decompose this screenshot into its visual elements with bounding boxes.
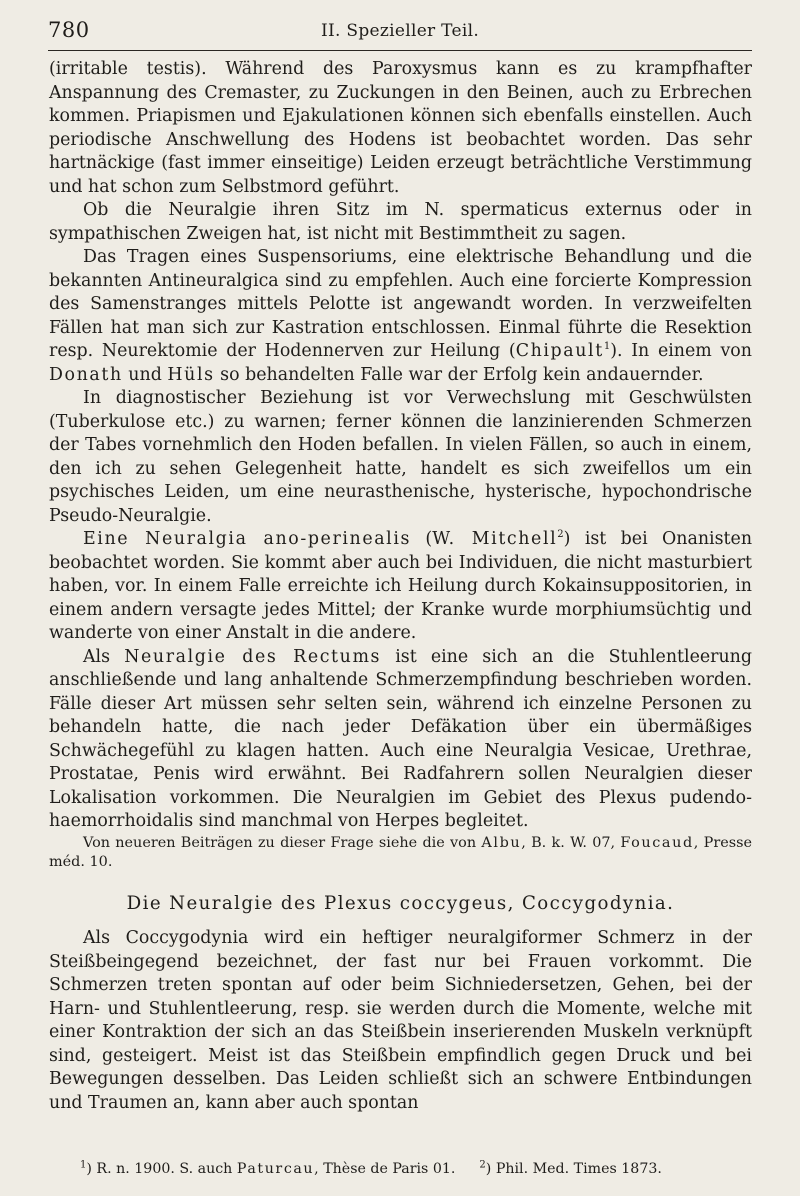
section-heading: Die Neuralgie des Plexus coccygeus, Coccygodynia. <box>126 892 675 914</box>
text-run: so behandelten Falle war der Erfolg kein andauernder. <box>214 364 704 385</box>
footnote-mark: 1 <box>80 1159 87 1171</box>
paragraph-coccygodynia: Als Coccygodynia wird ein heftiger neuralgiformer Schmerz in der Steißbeingegend bezeichnet, der fast nur bei Frauen vorkommt. Die Schmerzen treten spontan auf oder beim Sichniedersetzen, Gehen, bei der Harn- und Stuhlentleerung, resp. sie werden durch die Momente, welche mit einer Kontraktion der sich an das Steißbein inserierenden Muskeln verknüpft sind, gesteigert. Meist ist das Steißbein empfindlich gegen Druck und bei Bewegungen desselben. Das Leiden schließt sich an schwere Entbindungen und Traumen an, kann aber auch spontan <box>49 928 752 1113</box>
author-name: Donath <box>49 364 123 385</box>
text-run: , B. k. W. 07, <box>521 834 621 851</box>
term-emphasis: Neuralgie des Rectums <box>124 646 382 667</box>
footnote-2 <box>479 1160 661 1179</box>
running-head: II. Spezieller Teil. <box>320 21 480 41</box>
footnote-ref: 1 <box>603 341 611 353</box>
text-run: ) Phil. Med. Times 1873. <box>485 1161 662 1177</box>
text-run: Von neueren Beiträgen zu dieser Frage siehe die von <box>83 834 482 851</box>
paragraph-irritable-testis: (irritable testis). Während des Paroxysmus kann es zu krampfhafter Anspannung des Cremaster, zu Zuckungen in den Beinen, auch zu Erbrechen kommen. Priapismen und Ejakulationen können sich ebenfalls einstellen. Auch periodische Anschwellung des Hodens ist beobachtet worden. Das sehr hartnäckige (fast immer einseitige) Leiden erzeugt beträchtliche Verstimmung und hat schon zum Selbstmord geführt. <box>49 59 752 197</box>
footnote-mark: 2 <box>479 1159 486 1171</box>
text-run: ) R. n. 1900. S. auch <box>86 1161 237 1177</box>
author-name: W. Mitchell <box>432 529 558 549</box>
page-body <box>49 58 752 1115</box>
author-name: Albu <box>481 834 522 851</box>
text-run: ) ist bei Onanisten beobachtet worden. Sie kommt aber auch bei Individuen, die nicht masturbiert haben, vor. In einem Falle erreichte ich Heilung durch Kokainsuppositorien, in einem andern versagte jedes Mittel; der Kranke wurde morphiumsüchtig und wanderte von einer Anstalt in die andere. <box>49 529 753 643</box>
paragraph-diagnosis: In diagnostischer Beziehung ist vor Verwechslung mit Geschwülsten (Tuberkulose etc.) zu warnen; ferner können die lanzinierenden Schmerzen der Tabes vornehmlich den Hoden befallen. In vielen Fällen, so auch in einem, den ich zu sehen Gelegenheit hatte, handelt es sich zweifellos um ein psychisches Leiden, um eine neurasthenische, hysterische, hypochondrische Pseudo-Neuralgie. <box>49 388 752 526</box>
text-run: , Thèse de Paris 01. <box>314 1161 456 1177</box>
page-number: 780 <box>48 18 90 42</box>
footnotes <box>80 1160 752 1179</box>
text-run: ( <box>411 529 433 549</box>
paragraph-seat-of-neuralgia: Ob die Neuralgie ihren Sitz im N. spermaticus externus oder in sympathischen Zweigen hat, ist nicht mit Bestimmtheit zu sagen. <box>49 200 752 244</box>
term-emphasis: Eine Neuralgia ano-perinealis <box>83 529 412 549</box>
author-name: Hüls <box>167 364 215 385</box>
text-run: , Presse méd. 10. <box>49 834 753 870</box>
paragraph-ano-perinealis <box>49 528 752 646</box>
author-name: Foucaud <box>620 834 694 851</box>
text-run: Das Tragen eines Suspensoriums, eine elektrische Behandlung und die bekannten Antineuralgica sind zu empfehlen. Auch eine forcierte Kompression des Samenstranges mittels Pelotte ist angewandt worden. In verzweifelten Fällen hat man sich zur Kastration entschlossen. Einmal führte die Resektion resp. Neurektomie der Hodennerven zur Heilung ( <box>49 247 752 361</box>
paragraph-rectum <box>49 646 752 834</box>
author-name: Paturcau <box>236 1161 315 1177</box>
literature-note <box>49 834 752 872</box>
page-header <box>48 14 752 51</box>
text-run: Als <box>83 646 125 667</box>
footnote-1 <box>80 1160 455 1179</box>
footnote-ref: 2 <box>557 529 564 541</box>
paragraph-treatment <box>49 246 752 387</box>
text-run: ). In einem von <box>610 341 752 361</box>
author-name: Chipault <box>515 341 604 361</box>
text-run: ist eine sich an die Stuhlentleerung anschließende und lang anhaltende Schmerzempfindung beschrieben worden. Fälle dieser Art müssen sehr selten sein, während ich einzelne Personen zu behandeln hatte, die nach jeder Defäkation über ein übermäßiges Schwächegefühl zu klagen hatten. Auch eine Neuralgia Vesicae, Urethrae, Prostatae, Penis wird erwähnt. Bei Radfahrern sollen Neuralgien dieser Lokalisation vorkommen. Die Neuralgien im Gebiet des Plexus pudendo-haemorrhoidalis sind manchmal von Herpes begleitet. <box>49 646 752 831</box>
text-run: und <box>122 364 168 385</box>
